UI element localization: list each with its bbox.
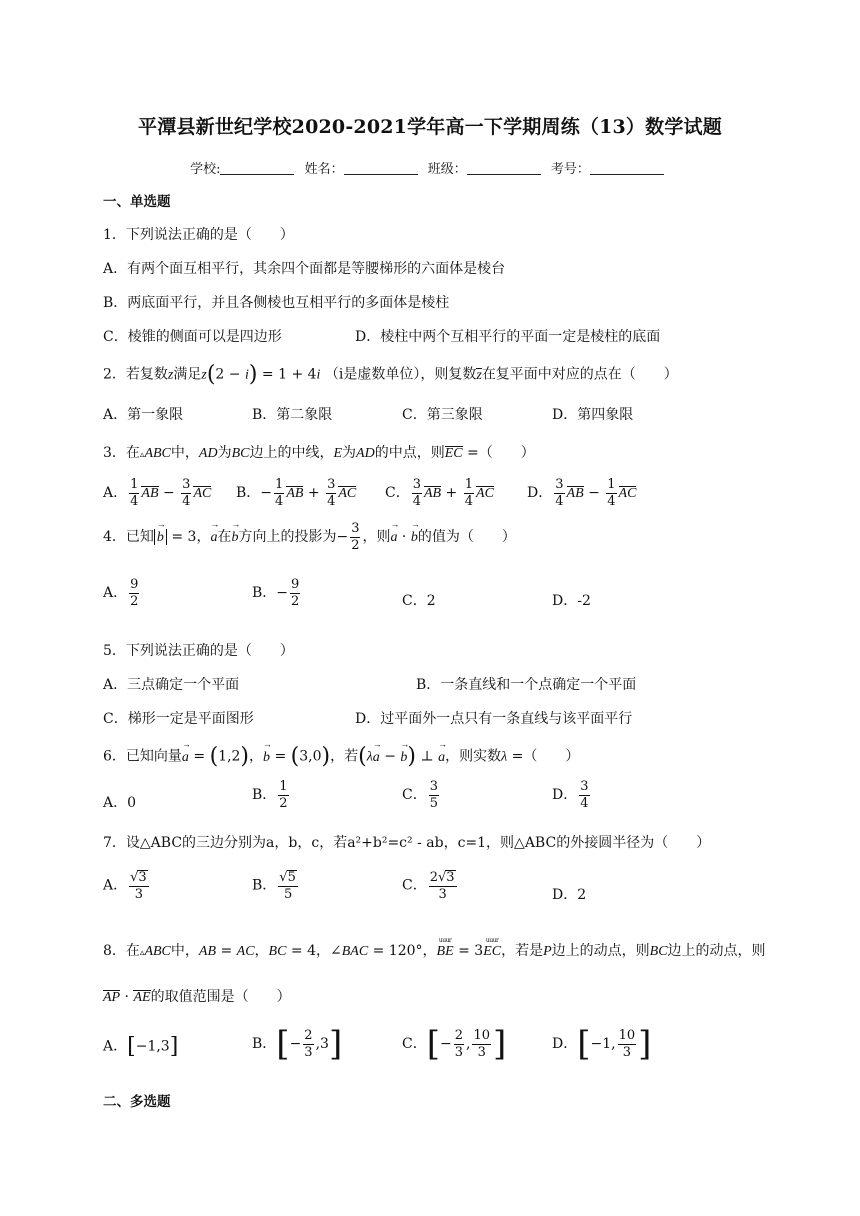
q4-option-b: B．− $\frac{9}{2}$ — [252, 577, 300, 609]
q7-stem: 7．设△ABC的三边分别为a，b，c，若a²+b²=c² - ab，c=1，则△ABC的外接圆半径为（ ） — [103, 835, 711, 851]
q1-option-c: C．棱锥的侧面可以是四边形 — [103, 329, 282, 345]
q8-stem-line1: 8．在▵ABC中，AB = AC，BC = 4，∠BAC = 120°， uuur BE = 3 uuur EC ，若是P边上的动点，则BC边上的动点，则 — [103, 937, 766, 959]
page-title: 平潭县新世纪学校2020-2021学年高一下学期周练（13）数学试题 — [138, 116, 722, 138]
q3-option-a: A． $\frac{1}{4}$ AB − $\frac{3}{4}$ AC — [103, 477, 212, 509]
q8-option-c: C．[− $\frac{2}{3}$ , $\frac{10}{3}$ ] — [402, 1024, 507, 1064]
q7-option-d: D．2 — [552, 887, 587, 903]
q5-option-a: A．三点确定一个平面 — [103, 677, 240, 693]
q6-option-b: B． $\frac{1}{2}$ — [252, 779, 288, 811]
q1-option-b: B．两底面平行，并且各侧棱也互相平行的多面体是棱柱 — [103, 295, 450, 311]
q3-option-d: D． $\frac{3}{4}$ AB − $\frac{1}{4}$ AC — [527, 477, 637, 509]
q4-option-c: C．2 — [402, 593, 436, 609]
q3-option-c: C． $\frac{3}{4}$ AB + $\frac{1}{4}$ AC — [385, 477, 494, 509]
section-multiple-choice: 二、多选题 — [103, 1094, 171, 1110]
exam-no-label: 考号： — [550, 162, 590, 177]
q6-option-d: D． $\frac{3}{4}$ — [552, 779, 589, 811]
class-blank[interactable] — [467, 162, 541, 175]
q8-stem-line2: AP · AE的取值范围是（ ） — [103, 989, 291, 1005]
q7-option-c: C． $\frac{2√3}{3}$ — [402, 870, 455, 902]
q1-stem: 1．下列说法正确的是（ ） — [103, 227, 294, 243]
class-label: 班级： — [427, 162, 467, 177]
q2-option-c: C．第三象限 — [402, 407, 483, 423]
q5-option-d: D．过平面外一点只有一条直线与该平面平行 — [355, 711, 633, 727]
school-label: 学校: — [190, 162, 221, 177]
q8-option-d: D．[−1, $\frac{10}{3}$ ] — [552, 1024, 652, 1064]
q2-stem: 2．若复数z满足z(2 − i) = 1 + 4i （i是虚数单位），则复数z在复平面中对应的点在（ ） — [103, 362, 678, 387]
exam-no-blank[interactable] — [590, 162, 664, 175]
q3-stem: 3．在▵ABC中，AD为BC边上的中线，E为AD的中点，则EC =（ ） — [103, 445, 535, 461]
q5-option-c: C．梯形一定是平面图形 — [103, 711, 254, 727]
q1-option-d: D．棱柱中两个互相平行的平面一定是棱柱的底面 — [355, 329, 661, 345]
q4-option-d: D．-2 — [552, 593, 591, 609]
name-blank[interactable] — [344, 162, 418, 175]
q3-option-b: B．− $\frac{1}{4}$ AB + $\frac{3}{4}$ AC — [236, 477, 357, 509]
q6-stem: 6．已知向量→ a = (1,2)，→ b = (3,0)，若(λ→ a − → b) ⊥ → a，则实数λ =（ ） — [103, 744, 579, 769]
q2-option-a: A．第一象限 — [103, 407, 184, 423]
q7-option-a: A． $\frac{√3}{3}$ — [103, 870, 147, 902]
q6-option-c: C． $\frac{3}{5}$ — [402, 779, 438, 811]
q2-option-d: D．第四象限 — [552, 407, 634, 423]
q1-option-a: A．有两个面互相平行，其余四个面都是等腰梯形的六面体是棱台 — [103, 261, 506, 277]
q8-option-a: A．[−1,3] — [103, 1034, 179, 1059]
student-info-line — [0, 158, 860, 177]
school-blank[interactable] — [220, 162, 294, 175]
q5-option-b: B．一条直线和一个点确定一个平面 — [416, 677, 637, 693]
q4-option-a: A． $\frac{9}{2}$ — [103, 577, 139, 609]
name-label: 姓名： — [304, 162, 344, 177]
q8-option-b: B．[− $\frac{2}{3}$ ,3] — [252, 1024, 343, 1064]
q7-option-b: B． $\frac{√5}{5}$ — [252, 870, 296, 902]
q5-stem: 5．下列说法正确的是（ ） — [103, 643, 294, 659]
section-single-choice: 一、单选题 — [103, 194, 171, 210]
q6-option-a: A．0 — [103, 795, 137, 811]
q2-option-b: B．第二象限 — [252, 407, 333, 423]
q4-stem: 4．已知→ b = 3，→ a在→ b方向上的投影为− $\frac{3}{2}$ ，则→ a · → b的值为（ ） — [103, 522, 516, 552]
